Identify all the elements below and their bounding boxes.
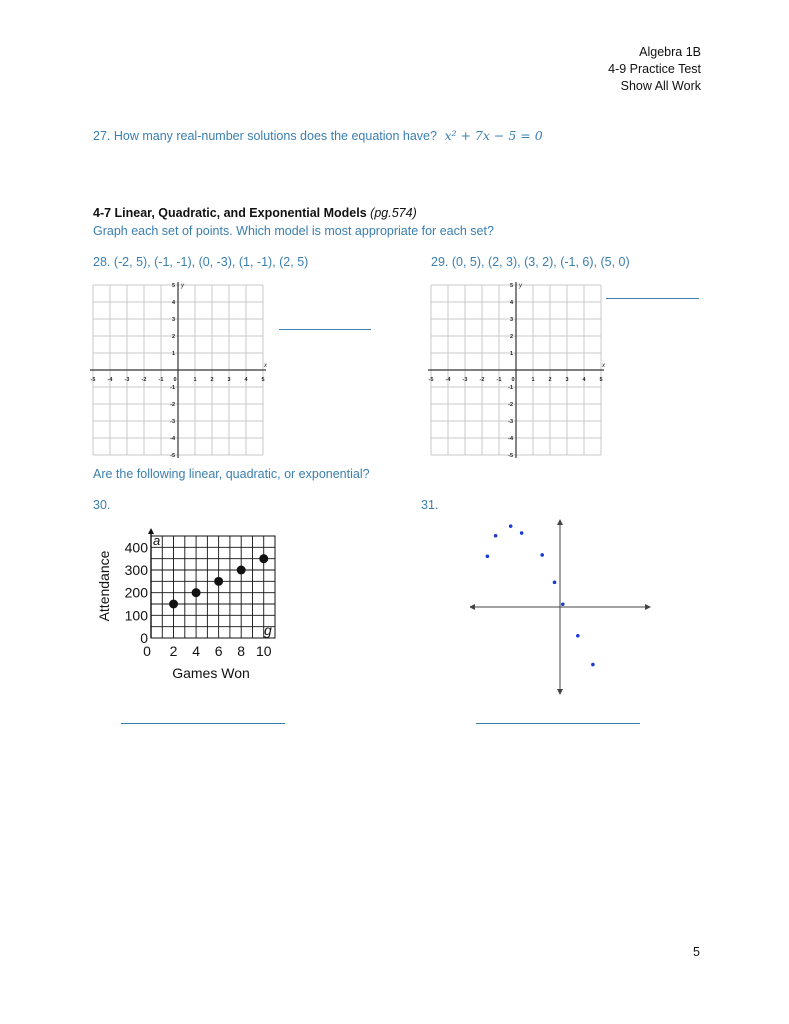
data-point: [591, 663, 595, 667]
y-tick-label: -3: [508, 419, 513, 425]
parabola-scatter-plot: [470, 515, 655, 700]
x-tick-label: 1: [531, 377, 535, 383]
data-point: [509, 524, 513, 528]
chart-grid: [148, 528, 275, 638]
x-tick-label: 2: [548, 377, 552, 383]
document-header: [608, 44, 701, 95]
y-tick-label: 4: [171, 300, 175, 306]
data-point: [540, 553, 544, 557]
x-axis-label: x: [264, 363, 267, 369]
y-tick-label: -5: [170, 453, 175, 458]
chart-axes: [470, 519, 651, 695]
y-tick-label: -4: [508, 436, 513, 442]
x-tick-label: 2: [169, 643, 178, 659]
course-name: Algebra 1B: [639, 45, 701, 59]
x-axis-label: x: [602, 363, 605, 369]
x-tick-label: 0: [511, 377, 515, 383]
data-point: [214, 577, 223, 586]
data-point: [259, 554, 268, 563]
x-tick-label: 1: [193, 377, 197, 383]
data-point: [169, 600, 178, 609]
answer-line-30[interactable]: [121, 723, 285, 724]
x-tick-label: 4: [192, 643, 200, 659]
section-heading: 4-7 Linear, Quadratic, and Exponential Models: [93, 206, 367, 220]
y-tick-label: 1: [171, 351, 175, 357]
question-27: [93, 128, 543, 143]
y-tick-label: -1: [170, 385, 175, 391]
answer-line-28[interactable]: [279, 329, 371, 330]
data-point: [237, 566, 246, 575]
x-tick-label: 3: [565, 377, 569, 383]
y-axis-arrow-top: [557, 519, 563, 525]
y-axis-label: y: [181, 283, 184, 289]
chart-ylabel: Attendance: [96, 550, 112, 622]
y-tick-label: -5: [508, 453, 513, 458]
y-tick-label: 400: [124, 539, 148, 556]
y-tick-label: 0: [140, 630, 148, 646]
coordinate-grid-28: [88, 280, 268, 458]
data-point: [561, 602, 565, 606]
chart-y-variable: a: [153, 533, 161, 548]
y-tick-label: -2: [508, 402, 513, 408]
section-title: [93, 206, 417, 220]
data-point: [576, 634, 580, 638]
y-tick-label: 5: [509, 283, 513, 289]
question-27-equation: x² + 7x − 5 = 0: [444, 128, 543, 143]
y-tick-label: 1: [509, 351, 513, 357]
x-tick-label: -2: [141, 377, 147, 383]
x-tick-label: -1: [496, 377, 502, 383]
question-28: 28. (-2, 5), (-1, -1), (0, -3), (1, -1), (2, 5): [93, 255, 309, 269]
test-name: 4-9 Practice Test: [608, 62, 701, 76]
x-tick-label: -3: [462, 377, 468, 383]
y-tick-label: 200: [124, 584, 148, 601]
question-29: 29. (0, 5), (2, 3), (3, 2), (-1, 6), (5, 0): [431, 255, 630, 269]
y-tick-label: 2: [509, 334, 513, 340]
section-instructions: Graph each set of points. Which model is most appropriate for each set?: [93, 224, 494, 238]
x-tick-label: 2: [210, 377, 214, 383]
answer-line-31[interactable]: [476, 723, 640, 724]
y-tick-label: 2: [171, 334, 175, 340]
y-tick-label: -3: [170, 419, 175, 425]
x-tick-label: 0: [173, 377, 177, 383]
section-page-ref: (pg.574): [370, 206, 417, 220]
x-tick-label: 8: [237, 643, 246, 659]
question-27-text: 27. How many real-number solutions does the equation have?: [93, 129, 437, 143]
classification-prompt: Are the following linear, quadratic, or exponential?: [93, 467, 370, 481]
y-tick-label: 4: [509, 300, 513, 306]
x-axis-arrow-right: [645, 604, 651, 610]
chart-points: [486, 524, 595, 666]
y-tick-label: 3: [171, 317, 175, 323]
x-tick-label: 4: [582, 377, 586, 383]
x-tick-label: 5: [261, 377, 265, 383]
x-tick-label: 3: [227, 377, 231, 383]
x-tick-label: -4: [107, 377, 113, 383]
y-tick-label: 3: [509, 317, 513, 323]
x-tick-label: 5: [599, 377, 603, 383]
x-tick-label: 6: [214, 643, 223, 659]
data-point: [494, 534, 498, 538]
answer-line-29[interactable]: [606, 298, 699, 299]
data-point: [486, 555, 490, 559]
x-tick-label: -1: [158, 377, 164, 383]
x-tick-label: 0: [143, 643, 151, 659]
y-tick-label: -1: [508, 385, 513, 391]
x-tick-label: -5: [90, 377, 96, 383]
y-tick-label: -4: [170, 436, 175, 442]
x-tick-label: -5: [428, 377, 434, 383]
data-point: [192, 588, 201, 597]
instruction-text: Show All Work: [620, 79, 701, 93]
x-tick-label: 4: [244, 377, 248, 383]
data-point: [553, 581, 557, 585]
x-axis-arrow-left: [470, 604, 475, 610]
x-tick-label: -4: [445, 377, 451, 383]
y-tick-label: 100: [124, 607, 148, 624]
y-tick-label: 300: [124, 562, 148, 578]
x-tick-label: -3: [124, 377, 130, 383]
y-tick-label: -2: [170, 402, 175, 408]
plot-frame: [151, 536, 275, 638]
attendance-scatter-chart: [92, 528, 292, 688]
y-axis-label: y: [519, 283, 522, 289]
chart-x-variable: g: [264, 622, 272, 638]
y-tick-label: 5: [171, 283, 175, 289]
page-number: 5: [693, 945, 700, 959]
coordinate-grid-29: [426, 280, 606, 458]
y-axis-arrow-bottom: [557, 689, 563, 695]
x-tick-label: -2: [479, 377, 485, 383]
question-31-number: 31.: [421, 498, 439, 512]
chart-xlabel: Games Won: [172, 665, 250, 681]
data-point: [520, 531, 524, 535]
x-tick-label: 10: [255, 643, 272, 659]
question-30-number: 30.: [93, 498, 111, 512]
